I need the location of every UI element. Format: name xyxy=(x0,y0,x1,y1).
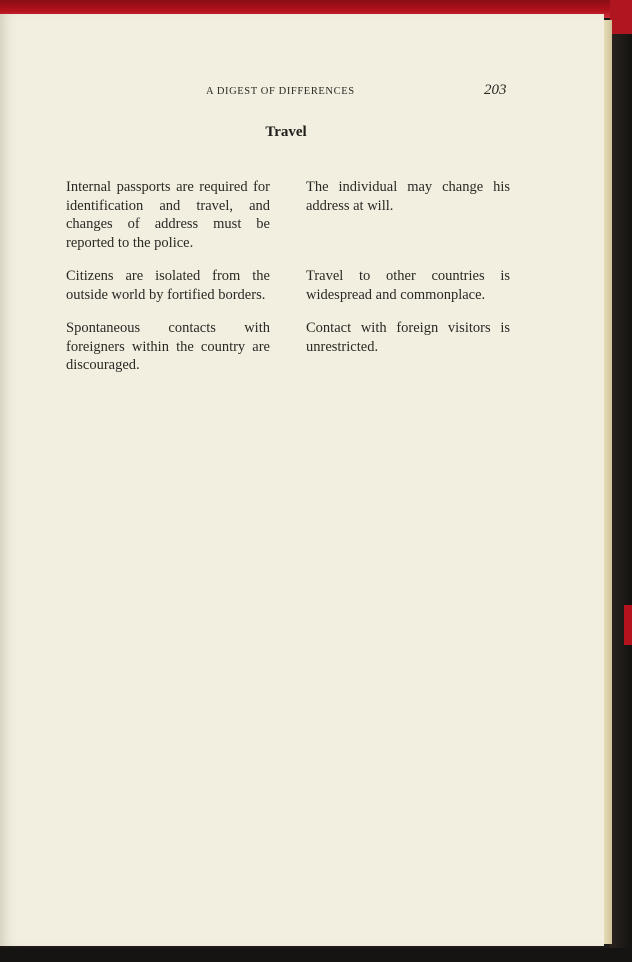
comparison-row xyxy=(66,319,510,375)
book-cover-corner xyxy=(610,0,632,34)
right-column-paragraph: Contact with foreign visitors is unrestricted. xyxy=(306,320,510,355)
comparison-row xyxy=(66,178,510,252)
book-cover-red-mark xyxy=(624,605,632,645)
running-head xyxy=(0,82,604,102)
book-page xyxy=(0,14,604,946)
left-column-paragraph: Internal passports are required for identification and travel, and changes of address must be reported to the police. xyxy=(66,179,270,251)
book-cover-right-edge xyxy=(610,0,632,962)
comparison-columns xyxy=(66,178,510,390)
book-cover-bottom-edge xyxy=(0,948,632,962)
page-number: 203 xyxy=(484,82,507,98)
right-column-paragraph: The individual may change his address at will. xyxy=(306,179,510,214)
comparison-row xyxy=(66,267,510,304)
running-title: A DIGEST OF DIFFERENCES xyxy=(206,86,355,97)
left-column-paragraph: Spontaneous contacts with foreigners within the country are discouraged. xyxy=(66,320,270,373)
section-title: Travel xyxy=(265,124,307,140)
right-column-paragraph: Travel to other countries is widespread and commonplace. xyxy=(306,268,510,303)
left-column-paragraph: Citizens are isolated from the outside world by fortified borders. xyxy=(66,268,270,303)
